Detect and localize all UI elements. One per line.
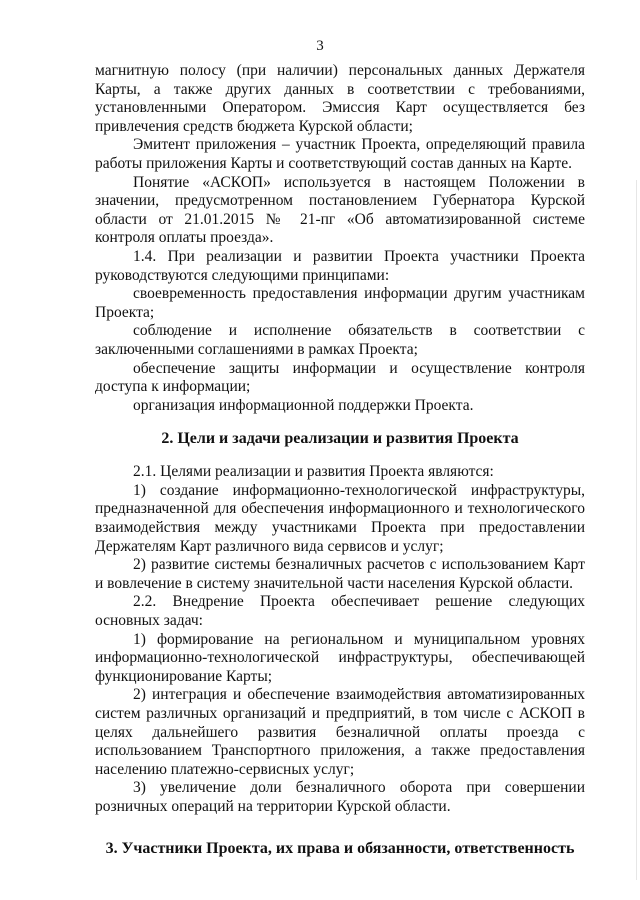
section-heading-participants: 3. Участники Проекта, их права и обязанности, ответственность [105, 839, 575, 857]
paragraph-card-data: магнитную полосу (при наличии) персональных данных Держателя Карты, а также других данных в соответствии с требованиями, установленными Оператором. Эмиссия Карт осуществляется без привлечения средств бюджета Курской области; [95, 62, 585, 135]
page-number: 3 [316, 38, 324, 54]
paragraph-task-2: 2) интеграция и обеспечение взаимодействия автоматизированных систем различных организаций и предприятий, в том числе с АСКОП в целях дальнейшего развития безналичной оплаты проезда с использованием Транспортного приложения, а также предоставления населению платежно-сервисных услуг; [95, 686, 585, 778]
paragraph-task-1: 1) формирование на региональном и муниципальном уровнях информационно-технологической инфраструктуры, обеспечивающей функционирование Карты; [95, 630, 585, 685]
paragraph-task-3: 3) увеличение доли безналичного оборота при совершении розничных операций на территории Курской области. [95, 779, 585, 815]
document-body [95, 62, 585, 859]
section-heading-goals: 2. Цели и задачи реализации и развития Проекта [161, 430, 519, 448]
paragraph-principles-intro: 1.4. При реализации и развитии Проекта участники Проекта руководствуются следующими принципами: [95, 247, 585, 284]
paragraph-principle-protection: обеспечение защиты информации и осуществление контроля доступа к информации; [95, 359, 585, 396]
paragraph-askop: Понятие «АСКОП» используется в настоящем Положении в значении, предусмотренном постановлением Губернатора Курской области от 21.01.2015 № 21-пг «Об автоматизированной системе контроля оплаты проезда». [95, 173, 585, 247]
paragraph-principle-compliance: соблюдение и исполнение обязательств в соответствии с заключенными соглашениями в рамках Проекта; [95, 322, 585, 358]
paragraph-principle-support: организация информационной поддержки Проекта. [133, 396, 474, 414]
paragraph-goal-2: 2) развитие системы безналичных расчетов с использованием Карт и вовлечение в систему значительной части населения Курской области. [95, 556, 585, 592]
scan-edge-line [636, 180, 637, 880]
paragraph-app-issuer: Эмитент приложения – участник Проекта, определяющий правила работы приложения Карты и соответствующий состав данных на Карте. [95, 136, 585, 172]
paragraph-goals-intro: 2.1. Целями реализации и развития Проекта являются: [133, 463, 494, 481]
paragraph-principle-timeliness: своевременность предоставления информации другим участникам Проекта; [95, 285, 585, 321]
paragraph-goal-1: 1) создание информационно-технологической инфраструктуры, предназначенной для обеспечения информационного и технологического взаимодействия между участниками Проекта при предоставлении Держателям Карт различного вида сервисов и услуг; [95, 481, 585, 555]
paragraph-tasks-intro: 2.2. Внедрение Проекта обеспечивает решение следующих основных задач: [95, 593, 585, 630]
